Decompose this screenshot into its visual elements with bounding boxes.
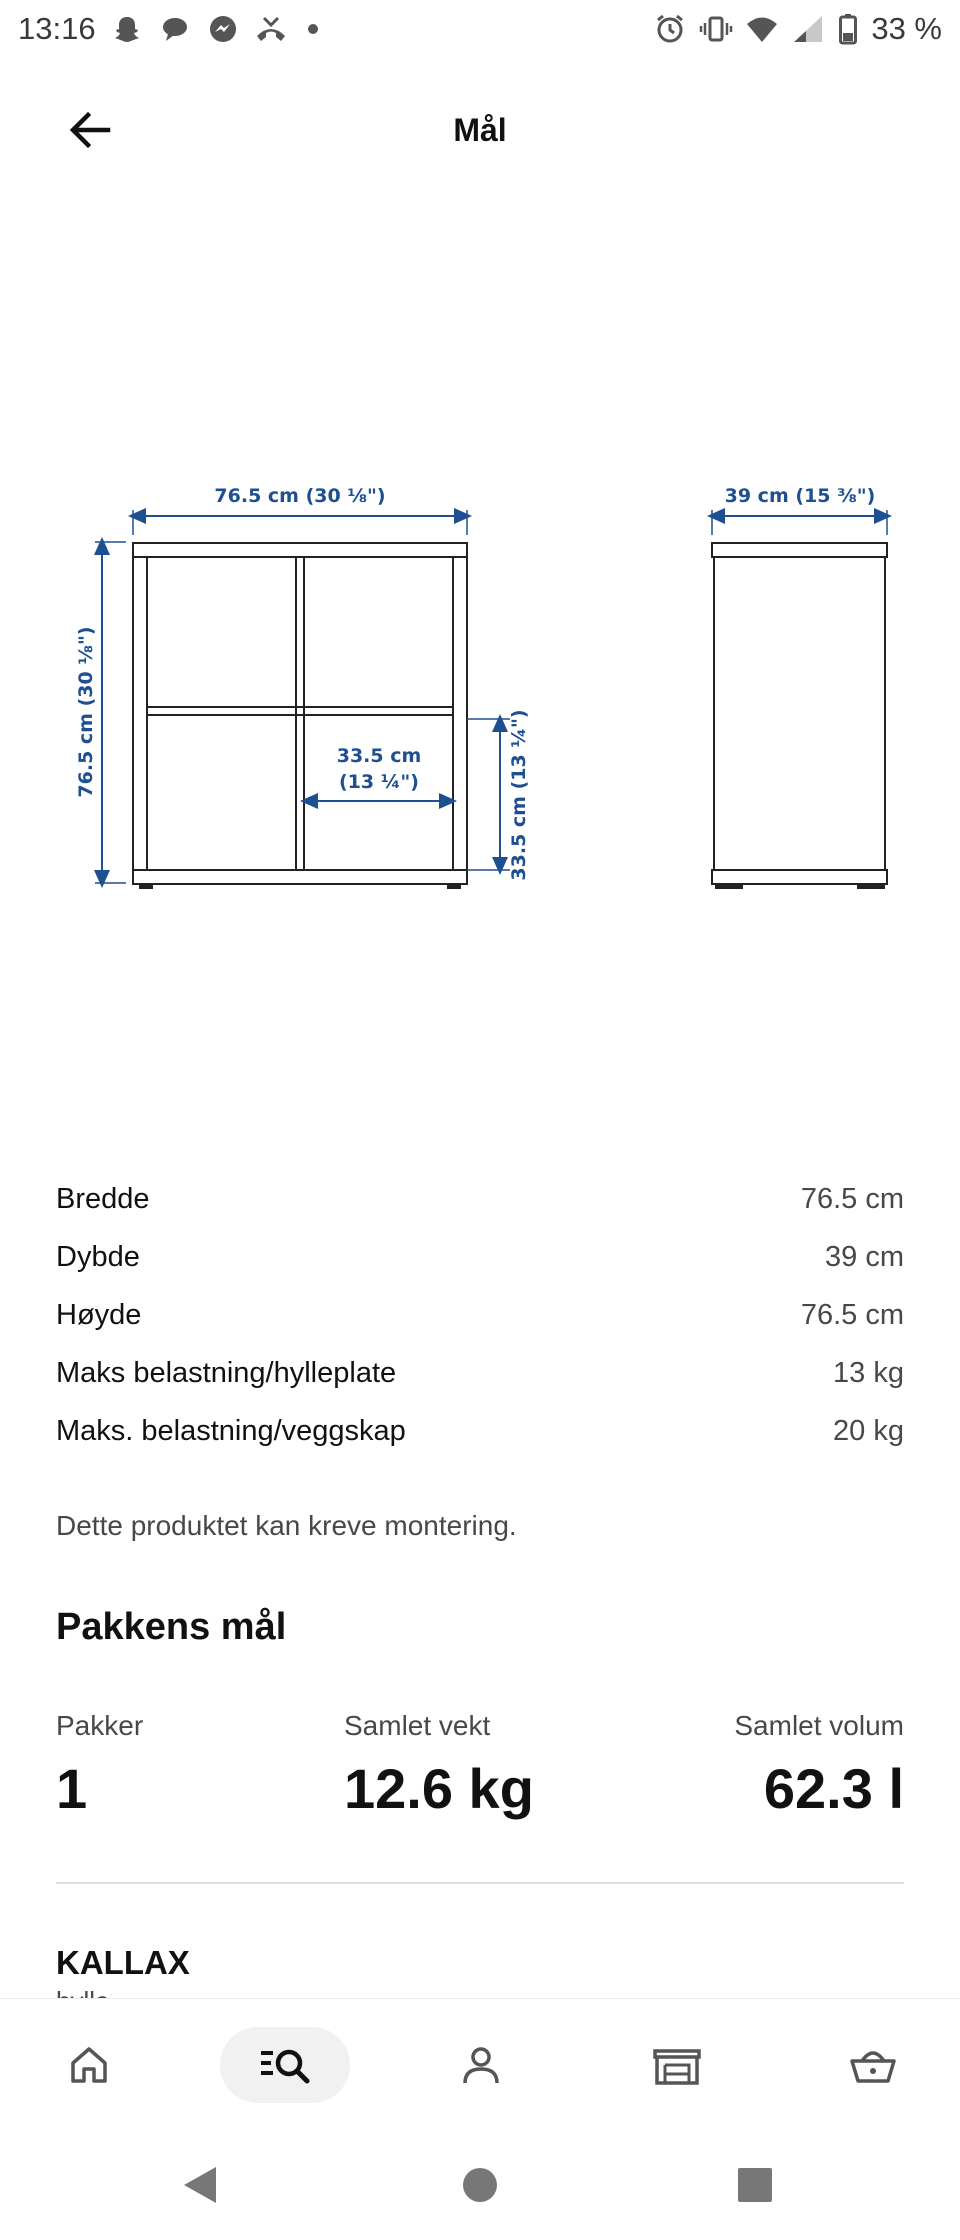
status-bar: [0, 0, 960, 58]
front-height-label: 76.5 cm (30 ⅛"): [75, 626, 97, 798]
compartment-width-dimension: [308, 745, 449, 801]
nav-profile[interactable]: [416, 2027, 546, 2103]
package-volume-stat: [734, 1710, 904, 1821]
vibrate-icon: [699, 12, 733, 46]
system-back-button[interactable]: [175, 2160, 225, 2210]
dimension-row-max-load-shelf: [56, 1344, 904, 1402]
package-count-stat: [56, 1710, 143, 1821]
dimension-label: Høyde: [56, 1298, 142, 1331]
wifi-icon: [745, 12, 779, 46]
package-volume-label: Samlet volum: [734, 1710, 904, 1741]
dimension-value: 39 cm: [825, 1240, 904, 1273]
status-time: 13:16: [18, 11, 96, 46]
front-height-dimension: [75, 542, 126, 883]
app-header: [0, 90, 960, 170]
package-volume-value: 62.3 l: [763, 1757, 904, 1820]
missed-call-icon: [254, 12, 288, 46]
depth-label: 39 cm (15 ⅜"): [724, 485, 876, 507]
home-icon: [67, 2043, 111, 2087]
dimension-value: 76.5 cm: [800, 1298, 904, 1331]
triangle-back-icon: [180, 2163, 220, 2207]
snapchat-icon: [110, 12, 144, 46]
front-width-label: 76.5 cm (30 ⅛"): [214, 485, 386, 507]
dimension-diagram: [0, 470, 960, 910]
package-heading: Pakkens mål: [56, 1606, 287, 1648]
side-depth-dimension: [712, 485, 887, 535]
nav-home[interactable]: [24, 2027, 154, 2103]
circle-home-icon: [460, 2165, 500, 2205]
system-recents-button[interactable]: [730, 2160, 780, 2210]
dimension-value: 13 kg: [833, 1356, 904, 1389]
square-recents-icon: [735, 2165, 775, 2205]
system-navigation-bar: [0, 2130, 960, 2240]
dimension-value: 20 kg: [833, 1414, 904, 1447]
dimension-value: 76.5 cm: [800, 1182, 904, 1215]
front-width-dimension: [133, 485, 467, 535]
dimension-label: Maks. belastning/veggskap: [56, 1414, 406, 1447]
nav-basket[interactable]: [808, 2027, 938, 2103]
package-count-label: Pakker: [56, 1710, 144, 1741]
messenger-icon: [206, 12, 240, 46]
battery-icon: [837, 12, 859, 46]
dimension-row-depth: [56, 1228, 904, 1286]
nav-search[interactable]: [220, 2027, 350, 2103]
package-stats: [56, 1710, 904, 1830]
compartment-width-label-line2: (13 ¼"): [339, 771, 419, 793]
compartment-height-dimension: [467, 709, 530, 880]
dimension-row-height: [56, 1286, 904, 1344]
signal-icon: [791, 12, 825, 46]
dimension-label: Maks belastning/hylleplate: [56, 1356, 397, 1389]
dimension-label: Dybde: [56, 1240, 140, 1273]
search-icon: [257, 2043, 313, 2087]
dimension-label: Bredde: [56, 1182, 150, 1215]
page-title: Mål: [453, 112, 507, 148]
dimension-row-width: [56, 1170, 904, 1228]
compartment-width-label-line1: 33.5 cm: [336, 745, 422, 767]
compartment-height-label: 33.5 cm (13 ¼"): [508, 709, 530, 881]
alarm-icon: [653, 12, 687, 46]
nav-store[interactable]: [612, 2027, 742, 2103]
package-weight-label: Samlet vekt: [344, 1710, 491, 1741]
system-home-button[interactable]: [455, 2160, 505, 2210]
product-name: KALLAX: [56, 1944, 190, 1981]
kallax-diagram-svg: [0, 470, 960, 910]
battery-percentage: 33 %: [871, 11, 942, 46]
package-weight-stat: [344, 1710, 534, 1821]
side-shelf-outline: [712, 543, 887, 888]
more-notifications-dot: [308, 24, 318, 34]
basket-icon: [848, 2043, 898, 2087]
chat-bubble-icon: [158, 12, 192, 46]
bottom-navigation: [0, 1998, 960, 2130]
package-weight-value: 12.6 kg: [344, 1757, 534, 1820]
profile-icon: [459, 2043, 503, 2087]
front-shelf-outline: [133, 543, 467, 888]
assembly-note: Dette produktet kan kreve montering.: [56, 1510, 517, 1541]
package-count-value: 1: [56, 1757, 88, 1820]
section-divider: [56, 1882, 904, 1884]
dimensions-list: [56, 1170, 904, 1460]
store-icon: [651, 2043, 703, 2087]
dimension-row-max-load-cabinet: [56, 1402, 904, 1460]
